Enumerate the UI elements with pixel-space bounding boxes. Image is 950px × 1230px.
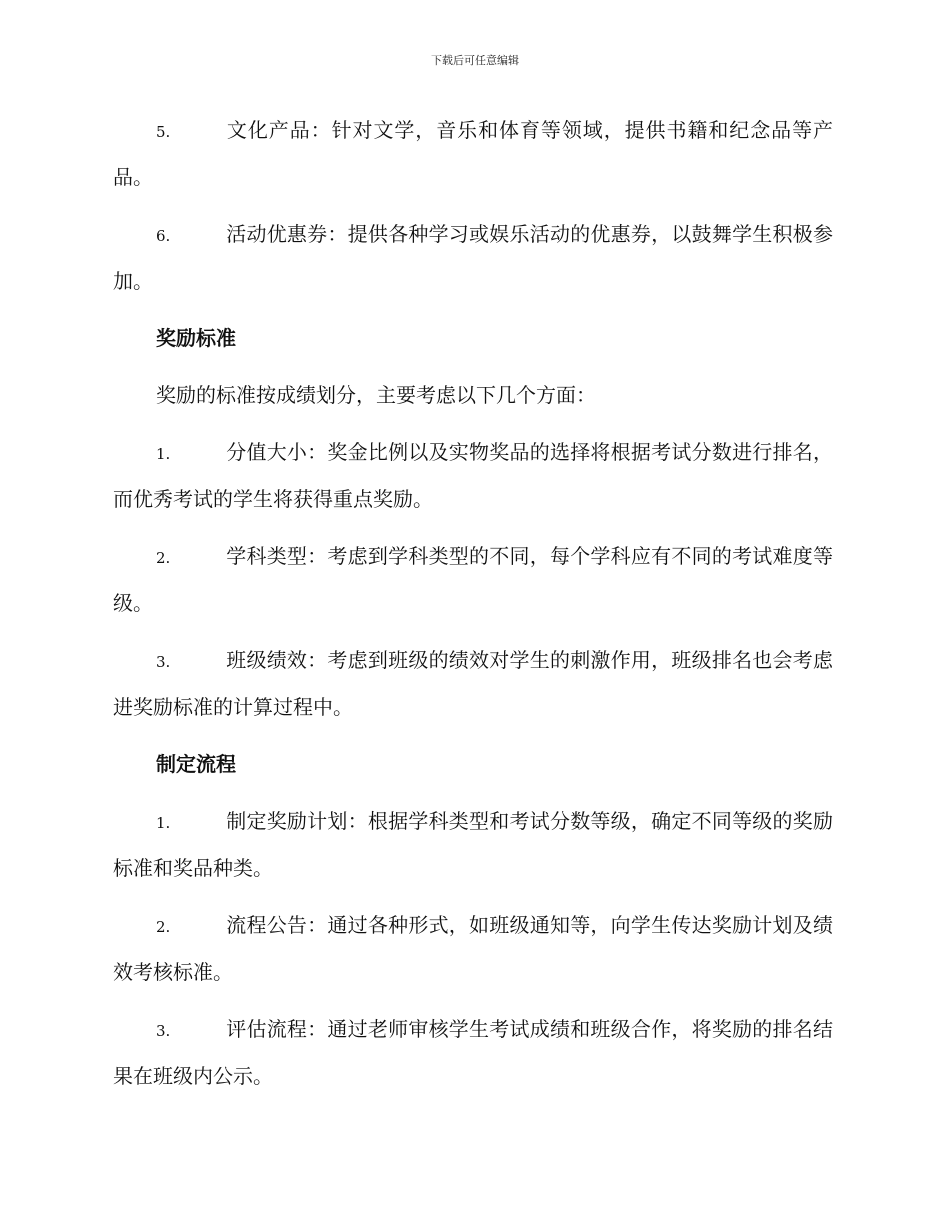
- list-item-text: 班级绩效：考虑到班级的绩效对学生的刺激作用，班级排名也会考虑进奖励标准的计算过程中。: [113, 648, 833, 719]
- list-item: [113, 1007, 833, 1099]
- list-item: [113, 799, 833, 891]
- page-header: 下载后可任意编辑: [431, 54, 519, 67]
- list-item-text: 评估流程：通过老师审核学生考试成绩和班级合作，将奖励的排名结果在班级内公示。: [113, 1017, 833, 1088]
- list-item-number: 1.: [156, 445, 171, 463]
- list-item-number: 3.: [156, 1022, 171, 1040]
- list-item: [113, 903, 833, 995]
- list-item-text: 制定奖励计划：根据学科类型和考试分数等级，确定不同等级的奖励标准和奖品种类。: [113, 809, 833, 880]
- list-item: [113, 638, 833, 730]
- list-item-number: 2.: [156, 918, 171, 936]
- document-body: [113, 108, 833, 1111]
- list-item-text: 学科类型：考虑到学科类型的不同，每个学科应有不同的考试难度等级。: [113, 544, 833, 615]
- list-item: [113, 108, 833, 200]
- list-item: [113, 212, 833, 304]
- list-item-number: 3.: [156, 653, 171, 671]
- list-item-number: 6.: [156, 227, 171, 245]
- list-item-text: 流程公告：通过各种形式，如班级通知等，向学生传达奖励计划及绩效考核标准。: [113, 913, 833, 984]
- list-item-text: 文化产品：针对文学，音乐和体育等领域，提供书籍和纪念品等产品。: [113, 118, 833, 189]
- section-intro: 奖励的标准按成绩划分，主要考虑以下几个方面：: [156, 383, 596, 407]
- list-item-text: 活动优惠券：提供各种学习或娱乐活动的优惠券，以鼓舞学生积极参加。: [113, 222, 833, 293]
- list-item-number: 2.: [156, 549, 171, 567]
- list-item-number: 1.: [156, 814, 171, 832]
- list-item-text: 分值大小：奖金比例以及实物奖品的选择将根据考试分数进行排名，而优秀考试的学生将获得重点奖励。: [113, 440, 833, 511]
- list-item: [113, 534, 833, 626]
- list-item-number: 5.: [156, 123, 171, 141]
- section-heading-reward-standard: 奖励标准: [156, 326, 236, 350]
- section-heading-process: 制定流程: [156, 752, 236, 776]
- list-item: [113, 430, 833, 522]
